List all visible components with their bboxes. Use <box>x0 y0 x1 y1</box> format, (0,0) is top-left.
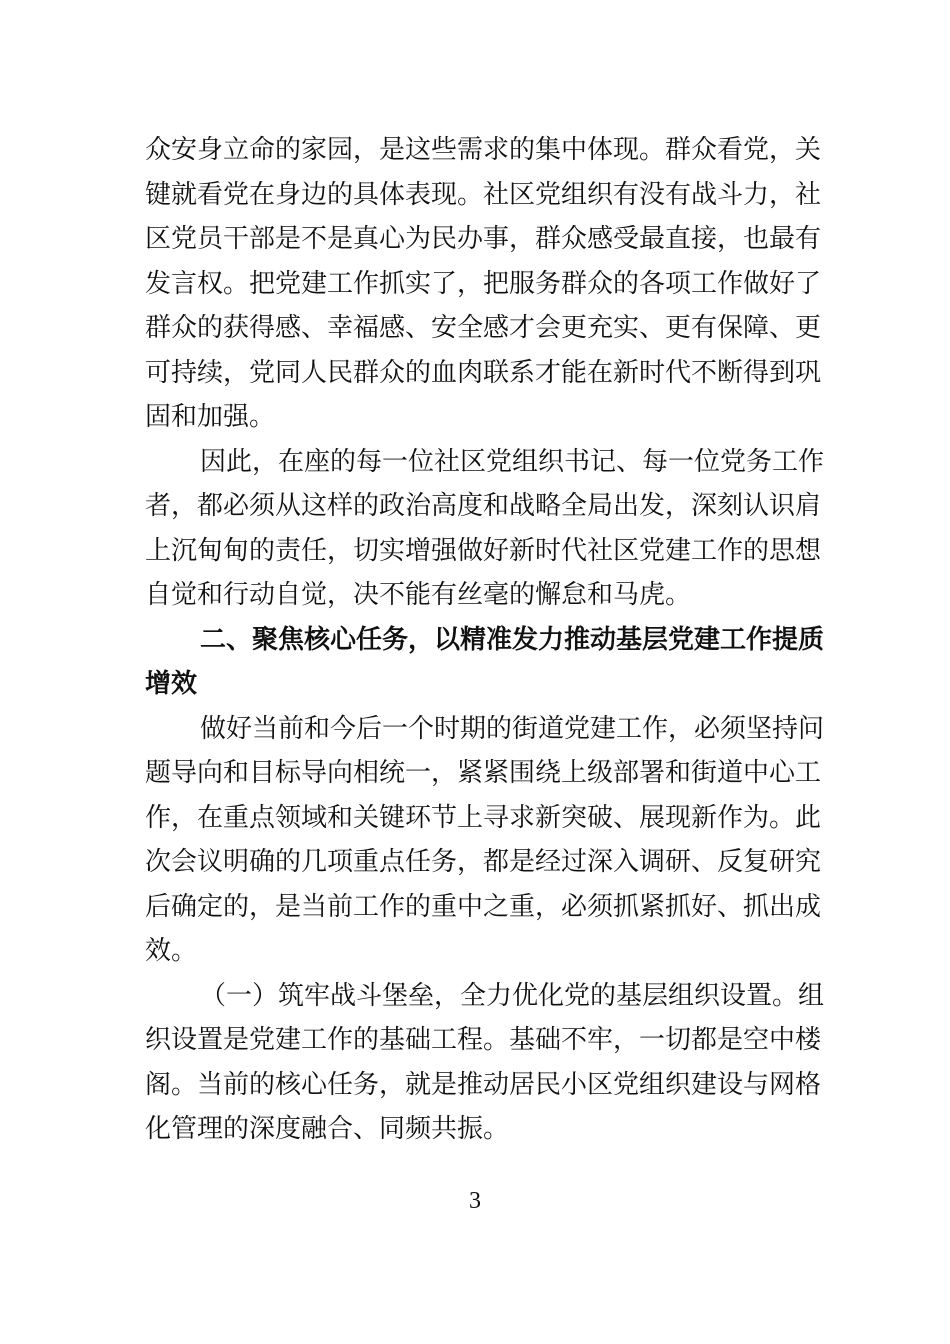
paragraph <box>145 128 822 440</box>
text-line: 区党员干部是不是真心为民办事，群众感受最直接，也最有 <box>145 224 822 254</box>
section-heading <box>145 618 825 707</box>
text-line: 众安身立命的家园，是这些需求的集中体现。群众看党，关 <box>145 135 822 165</box>
text-line: 阁。当前的核心任务，就是推动居民小区党组织建设与网格 <box>145 1069 822 1100</box>
text-line: 二、聚焦核心任务，以精准发力推动基层党建工作提质 <box>200 624 825 655</box>
paragraph <box>145 440 825 618</box>
text-line: （一）筑牢战斗堡垒，全力优化党的基层组织设置。组 <box>200 980 825 1011</box>
text-line: 做好当前和今后一个时期的街道党建工作，必须坚持问 <box>200 713 825 744</box>
text-line: 次会议明确的几项重点任务，都是经过深入调研、反复研究 <box>145 847 822 877</box>
text-line: 上沉甸甸的责任，切实增强做好新时代社区党建工作的思想 <box>145 535 822 566</box>
text-line: 后确定的，是当前工作的重中之重，必须抓紧抓好、抓出成 <box>145 891 822 922</box>
text-line: 增效 <box>145 669 198 699</box>
text-line: 织设置是党建工作的基础工程。基础不牢，一切都是空中楼 <box>145 1025 822 1055</box>
text-line: 因此，在座的每一位社区党组织书记、每一位党务工作 <box>200 446 825 477</box>
text-line: 可持续，党同人民群众的血肉联系才能在新时代不断得到巩 <box>145 357 822 388</box>
text-line: 化管理的深度融合、同频共振。 <box>145 1114 510 1144</box>
text-line: 作，在重点领域和关键环节上寻求新突破、展现新作为。此 <box>145 802 822 833</box>
text-line: 固和加强。 <box>145 402 276 432</box>
paragraph <box>145 707 825 974</box>
text-line: 发言权。把党建工作抓实了，把服务群众的各项工作做好了 <box>145 268 822 299</box>
text-line: 者，都必须从这样的政治高度和战略全局出发，深刻认识肩 <box>145 491 822 521</box>
page-number: 3 <box>469 1188 481 1214</box>
text-line: 自觉和行动自觉，决不能有丝毫的懈怠和马虎。 <box>145 580 692 610</box>
document-body <box>145 128 825 1152</box>
text-line: 群众的获得感、幸福感、安全感才会更充实、更有保障、更 <box>145 313 822 343</box>
text-line: 键就看党在身边的具体表现。社区党组织有没有战斗力，社 <box>145 179 822 210</box>
text-line: 题导向和目标导向相统一，紧紧围绕上级部署和街道中心工 <box>145 758 822 788</box>
text-line: 效。 <box>145 936 198 966</box>
paragraph <box>145 974 825 1152</box>
